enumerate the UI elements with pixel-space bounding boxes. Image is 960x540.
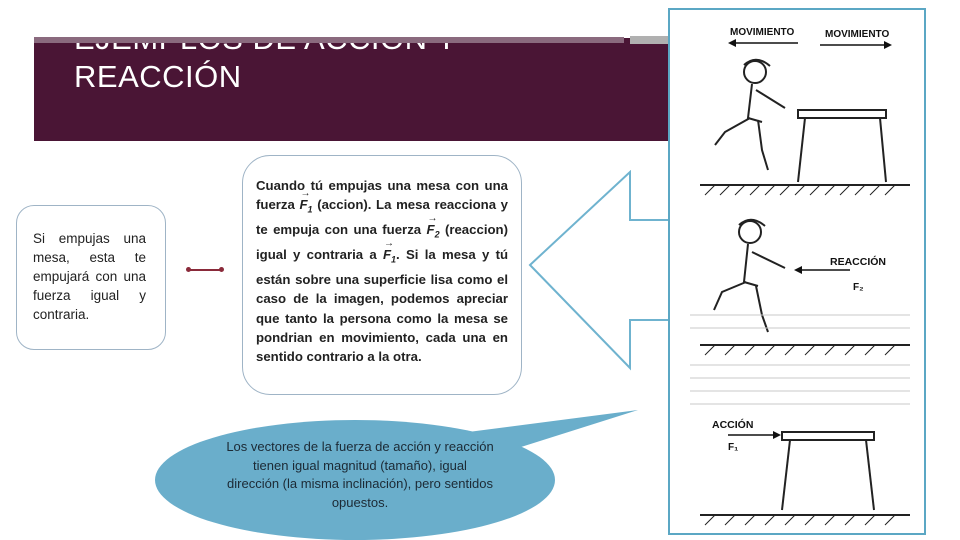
title-line-2: REACCIÓN <box>74 59 242 94</box>
label-reaccion: REACCIÓN <box>830 256 887 268</box>
callout-text: Los vectores de la fuerza de acción y reacción tienen igual magnitud (tamaño), igual dirección (la misma inclinación), pero sentidos opuestos. <box>226 439 494 510</box>
center-p3: (reaccion) igual y contraria a <box>256 222 508 263</box>
center-explanation <box>256 176 508 367</box>
center-p1: Cuando tú empujas una mesa con una fuerza <box>256 178 508 213</box>
label-movimiento-left: MOVIMIENTO <box>730 27 795 38</box>
center-p4: . Si la mesa y tú están sobre una superficie lisa como el caso de la imagen, podemos apreciar que tanto la persona como la mesa se pondrian en movimiento, cada una en sentido contrario a la otra. <box>256 247 509 365</box>
center-p2: (accion). La mesa reacciona y te empuja con una fuerza <box>256 197 508 238</box>
left-text: Si empujas una mesa, esta te empujará con una fuerza igual y contraria. <box>33 231 146 322</box>
action-reaction-illustration <box>670 10 924 533</box>
label-f1: F₁ <box>728 442 739 453</box>
accent-tab <box>630 36 670 44</box>
vector-f1-ref: → $F_1$ <box>383 245 396 270</box>
left-arrow-shape <box>520 170 680 420</box>
title-top-mask <box>34 20 634 38</box>
scene-2 <box>700 220 910 355</box>
vector-f1: → $F_1$ <box>299 195 312 220</box>
label-f2: F₂ <box>853 282 864 293</box>
scene-1 <box>700 60 910 195</box>
illustration-frame <box>668 8 926 535</box>
label-movimiento-right: MOVIMIENTO <box>825 29 890 40</box>
vector-f2: → $F_2$ <box>427 220 440 245</box>
label-accion: ACCIÓN <box>712 419 754 431</box>
title-rule <box>34 37 624 43</box>
faint-text-lines <box>690 315 910 404</box>
connector-line <box>188 269 222 271</box>
